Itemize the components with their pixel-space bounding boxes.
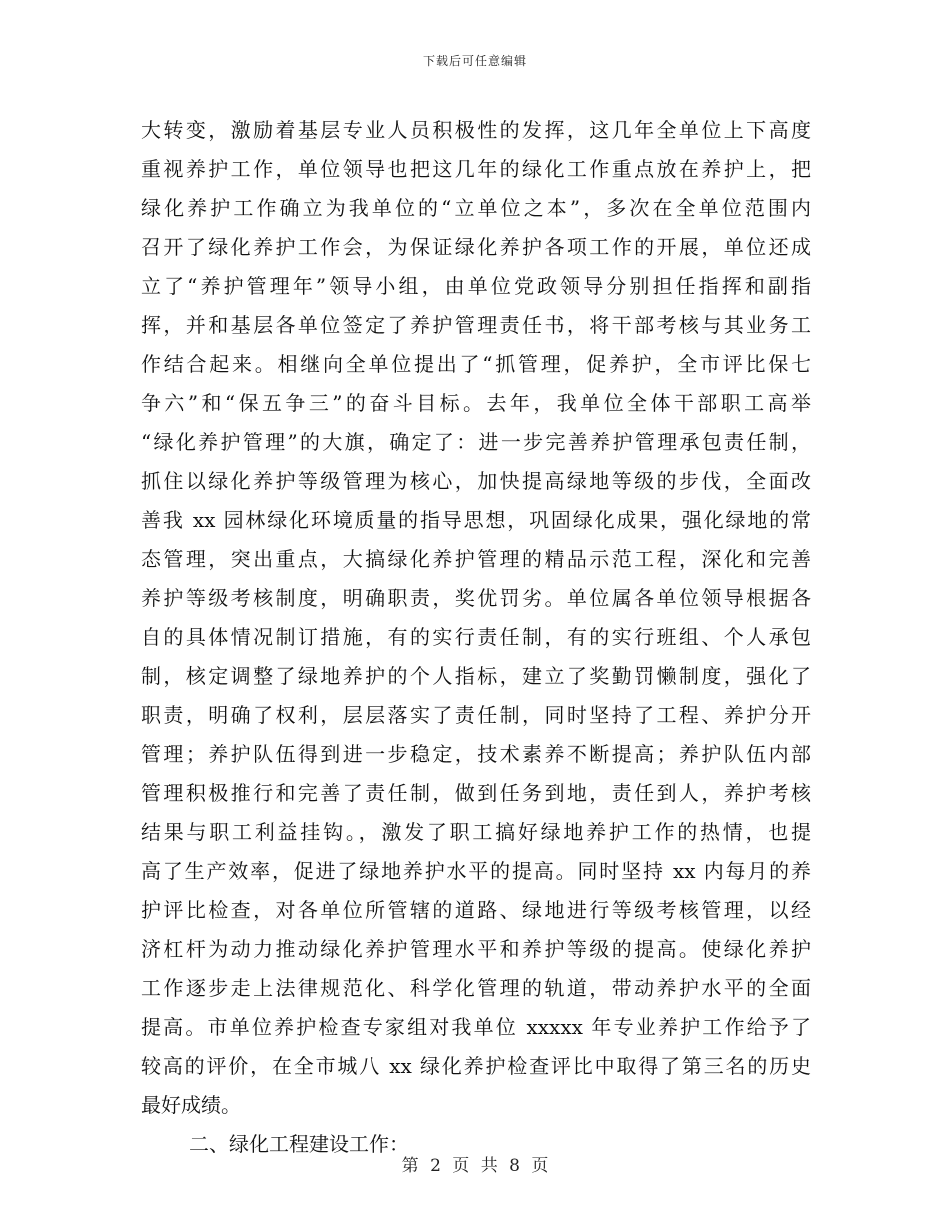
paragraph-line: 抓住以绿化养护等级管理为核心，加快提高绿地等级的步伐，全面改 [141,469,811,493]
paragraph-line: 绿化养护工作确立为我单位的“立单位之本”，多次在全单位范围内 [141,196,811,220]
paragraph-line: 召开了绿化养护工作会，为保证绿化养护各项工作的开展，单位还成 [141,235,811,259]
paragraph-line: 高了生产效率，促进了绿地养护水平的提高。同时坚持 xx 内每月的养 [141,859,811,883]
paragraph-line: 管理；养护队伍得到进一步稳定，技术素养不断提高；养护队伍内部 [141,742,811,766]
paragraph-line: 济杠杆为动力推动绿化养护管理水平和养护等级的提高。使绿化养护 [141,937,811,961]
document-body [141,111,811,1164]
paragraph-line: 立了“养护管理年”领导小组，由单位党政领导分别担任指挥和副指 [141,274,811,298]
paragraph-line: 结果与职工利益挂钩。，激发了职工搞好绿地养护工作的热情，也提 [141,820,811,844]
paragraph-line: 争六”和“保五争三”的奋斗目标。去年，我单位全体干部职工高举 [141,391,811,415]
paragraph-line: 善我 xx 园林绿化环境质量的指导思想，巩固绿化成果，强化绿地的常 [141,508,811,532]
paragraph-line: 管理积极推行和完善了责任制，做到任务到地，责任到人，养护考核 [141,781,811,805]
paragraph-line: 提高。市单位养护检查专家组对我单位 xxxxx 年专业养护工作给予了 [141,1015,811,1039]
paragraph-line: 护评比检查，对各单位所管辖的道路、绿地进行等级考核管理，以经 [141,898,811,922]
paragraph-line: 工作逐步走上法律规范化、科学化管理的轨道，带动养护水平的全面 [141,976,811,1000]
paragraph-line: “绿化养护管理”的大旗，确定了：进一步完善养护管理承包责任制， [141,430,811,454]
section-heading: 二、绿化工程建设工作： [189,1132,409,1156]
paragraph-line: 最好成绩。 [141,1093,241,1117]
paragraph-line: 较高的评价，在全市城八 xx 绿化养护检查评比中取得了第三名的历史 [141,1054,811,1078]
paragraph-line: 挥，并和基层各单位签定了养护管理责任书，将干部考核与其业务工 [141,313,811,337]
page-header: 下载后可任意编辑 [422,54,527,68]
paragraph-line: 制，核定调整了绿地养护的个人指标，建立了奖勤罚懒制度，强化了 [141,664,811,688]
paragraph-line: 态管理，突出重点，大搞绿化养护管理的精品示范工程，深化和完善 [141,547,811,571]
paragraph-line: 重视养护工作，单位领导也把这几年的绿化工作重点放在养护上，把 [141,157,811,181]
paragraph-line: 大转变，激励着基层专业人员积极性的发挥，这几年全单位上下高度 [141,118,811,142]
paragraph-line: 职责，明确了权利，层层落实了责任制，同时坚持了工程、养护分开 [141,703,811,727]
page-number-footer: 第 2 页 共 8 页 [401,1156,549,1176]
paragraph-line: 作结合起来。相继向全单位提出了“抓管理，促养护，全市评比保七 [141,352,811,376]
paragraph-line: 养护等级考核制度，明确职责，奖优罚劣。单位属各单位领导根据各 [141,586,811,610]
paragraph-line: 自的具体情况制订措施，有的实行责任制，有的实行班组、个人承包 [141,625,811,649]
